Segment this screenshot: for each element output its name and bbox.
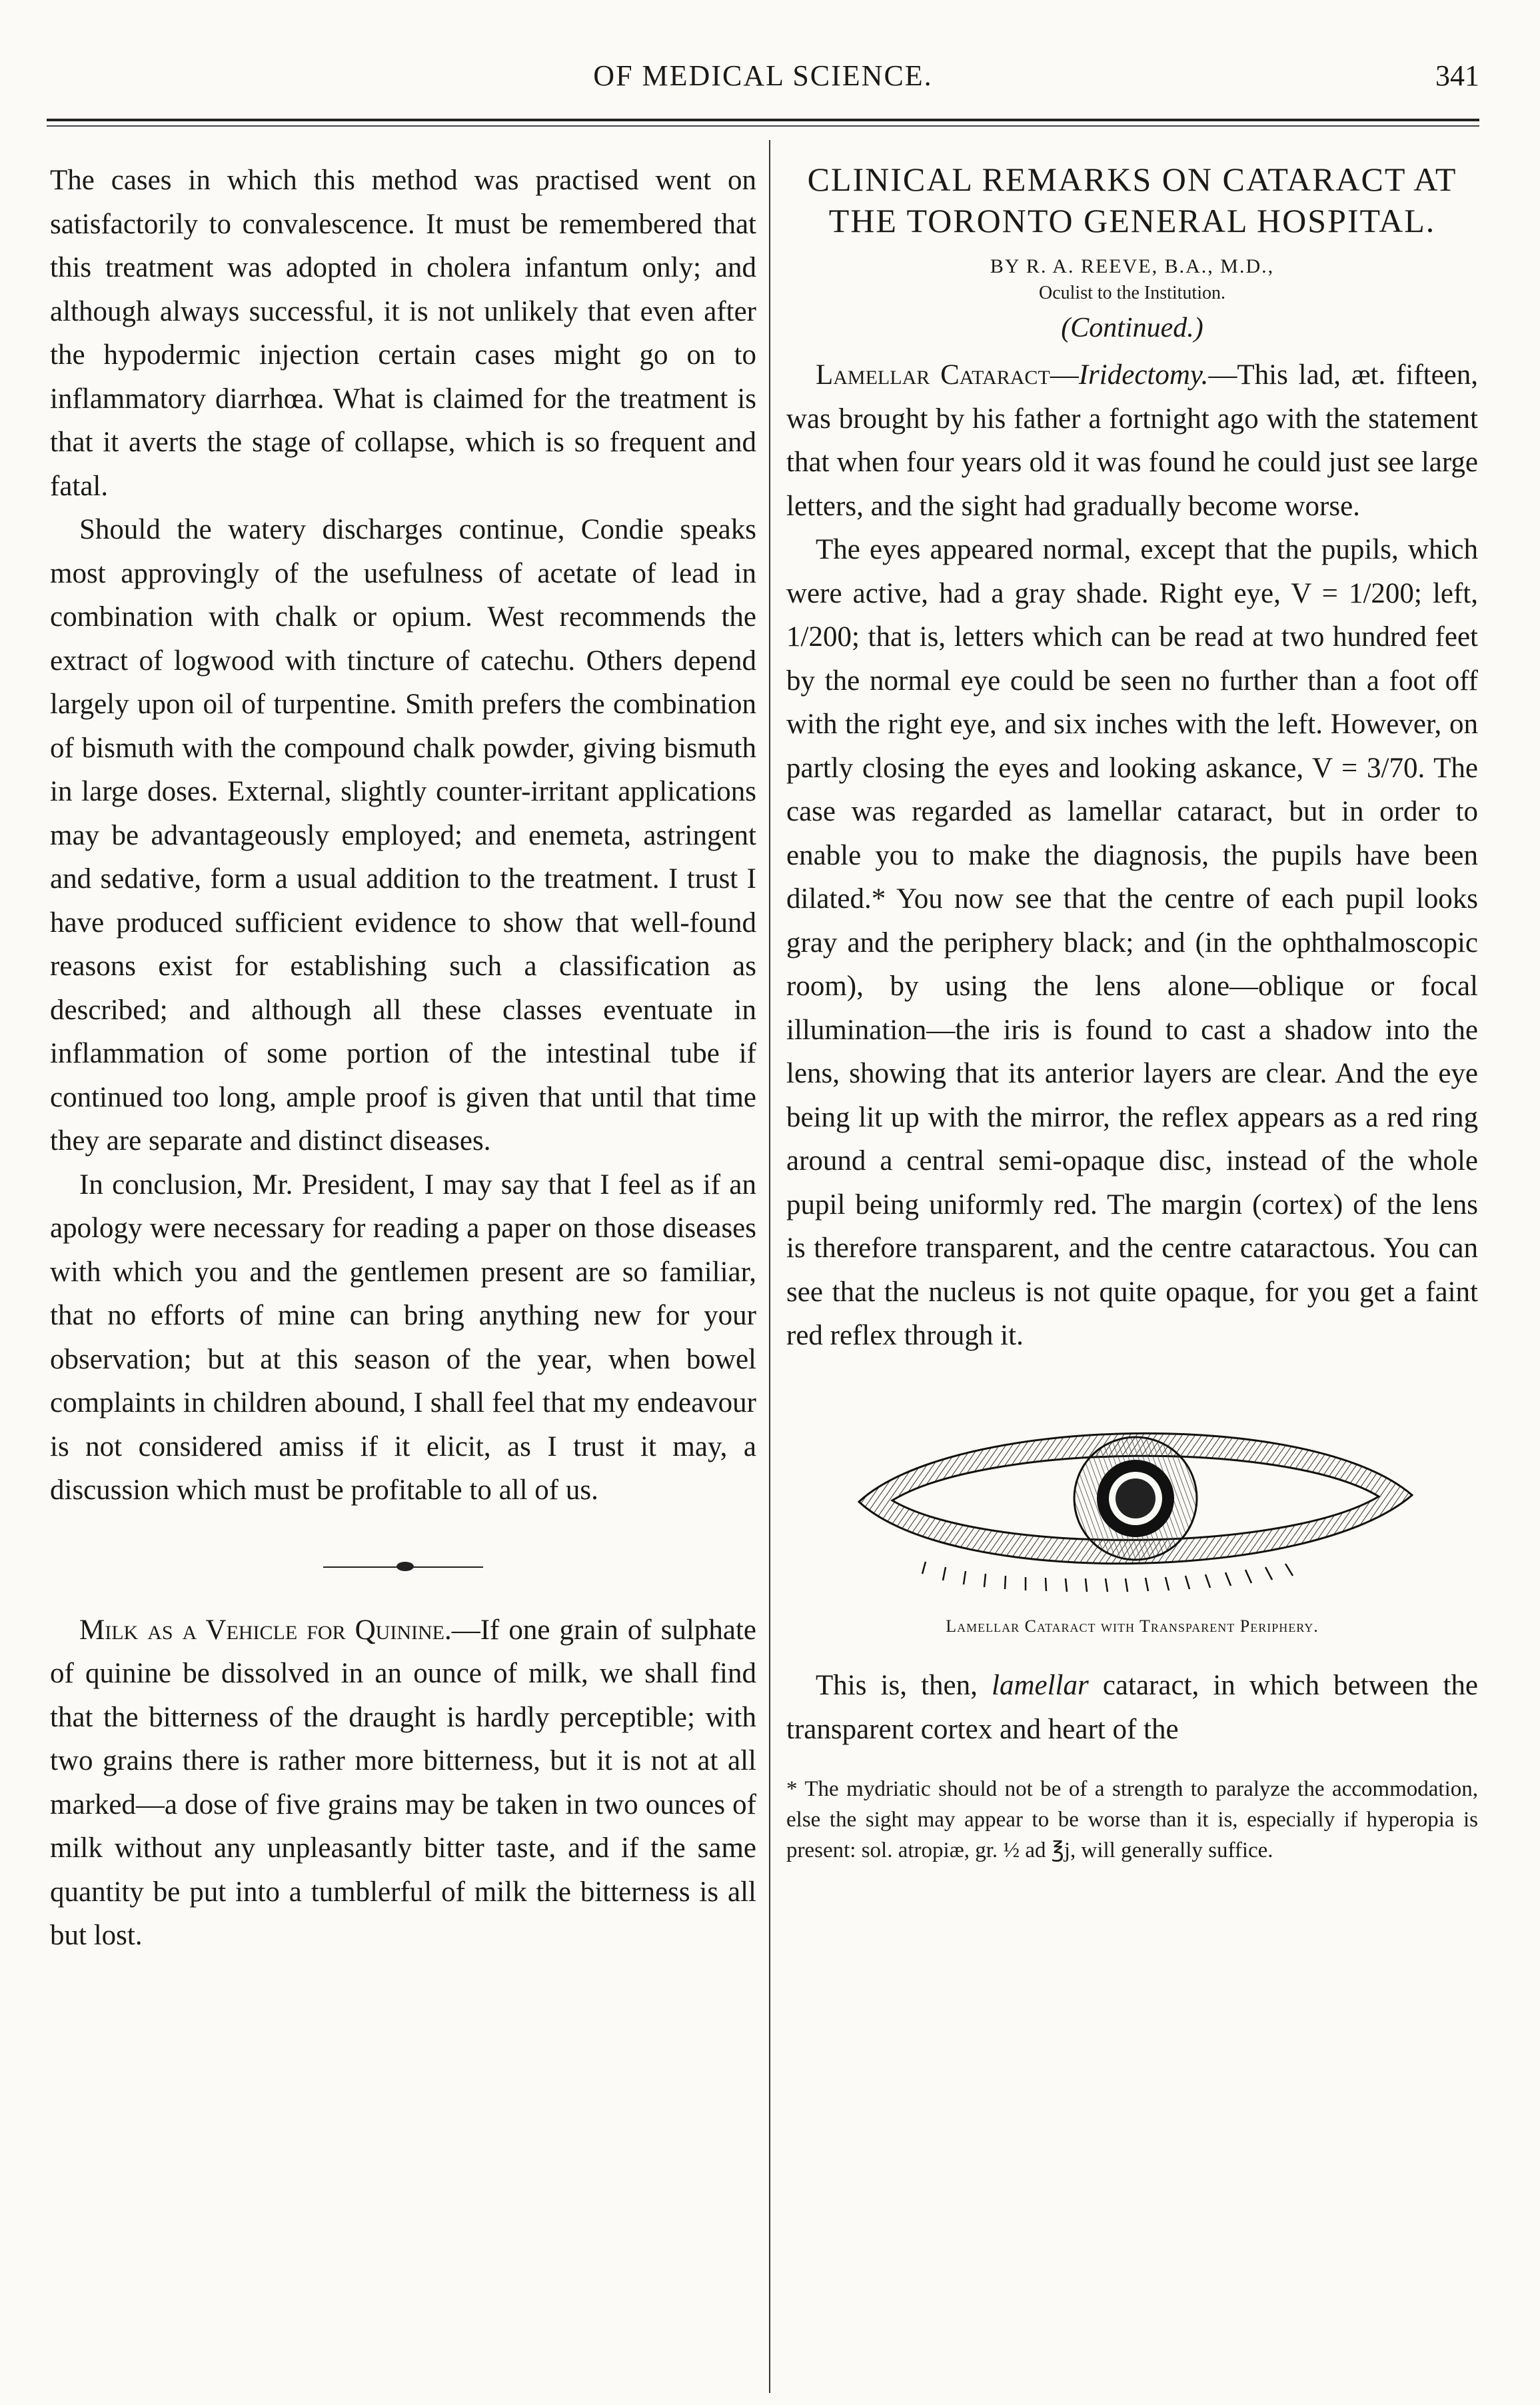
continued-label: (Continued.)	[1061, 313, 1203, 343]
paragraph-watery-discharges: Should the watery discharges continue, Condie speaks most approvingly of the usefulness of acetate of lead in combination with chalk or opium. West recommends the extract of logwood with tincture of catechu. Others depend largely upon oil of turpentine. Smith prefers the combination of bismuth with the compound chalk powder, giving bismuth in large doses. External, slightly counter-irritant applications may be advantageously employed; and enemeta, astringent and sedative, form a usual addition to the treatment. I trust I have produced sufficient evidence to show that well-found reasons exist for establishing such a classification as described; and although all these classes eventuate in inflammation of some portion of the intestinal tube if continued too long, ample proof is given that until that time they are separate and distinct diseases.	[50, 514, 756, 1157]
article-byline: BY R. A. REEVE, B.A., M.D.,	[990, 255, 1275, 277]
eyelashes	[922, 1562, 1293, 1592]
cataract-nucleus	[1116, 1478, 1155, 1518]
paragraph-cases: The cases in which this method was practised went on satisfactorily to convalescence. It must be remembered that this treatment was adopted in cholera infantum only; and although always successful, it is not unlikely that even after the hypodermic injection certain cases might go on to inflammatory diarrhœa. What is claimed for the treatment is that it averts the stage of collapse, which is so frequent and fatal.	[50, 165, 756, 502]
left-column	[50, 159, 756, 1958]
paragraph-milk-quinine	[50, 1608, 756, 1958]
footnote: * The mydriatic should not be of a strength to paralyze the accommodation, else the sight may appear to be worse than it is, especially if hyperopia is present: sol. atropiæ, gr. ½ ad ℥j, will generally suffice.	[786, 1777, 1478, 1862]
header-rule-thick	[47, 119, 1479, 121]
column-divider	[769, 140, 770, 2393]
paragraph-lamellar-definition: This is, then, lamellar cataract, in which between the transparent cortex and heart of the	[786, 1670, 1478, 1745]
lamellar-emphasis: lamellar	[992, 1670, 1089, 1701]
author-role: Oculist to the Institution.	[1039, 283, 1225, 303]
milk-heading: Milk as a Vehicle for Quinine.	[79, 1614, 452, 1646]
fraction-right-eye: 1/200	[1348, 577, 1414, 609]
paragraph-eyes: The eyes appeared normal, except that the pupils, which were active, had a gray shade. Right eye, V = 1/200; left, 1/200; that is, letters which can be read at two hundred feet by the normal eye could be seen no further than a foot off with the right eye, and six inches with the left. However, on partly closing the eyes and looking askance, V = 3/70. The case was regarded as lamellar cataract, but in order to enable you to make the diagnosis, the pupils have been dilated.* You now see that the centre of each pupil looks gray and the periphery black; and (in the ophthalmoscopic room), by using the lens alone—oblique or focal illumination—the iris is found to cast a shadow into the lens, showing that its anterior layers are clear. And the eye being lit up with the mirror, the reflex appears as a red ring around a central semi-opaque disc, instead of the whole pupil being uniformly red. The margin (cortex) of the lens is therefore transparent, and the centre cataractous. You can see that the nucleus is not quite opaque, for you get a faint red reflex through it.	[786, 534, 1479, 1351]
fraction-askance: 3/70	[1367, 752, 1418, 784]
lamellar-heading: Lamellar Cataract	[816, 359, 1050, 391]
lamellar-text: —This lad, æt. fifteen, was brought by his father a fortnight ago with the statement that when four years old it was found he could just see large letters, and the sight had gradually become worse.	[786, 359, 1479, 522]
iridectomy-term: Iridectomy.	[1078, 359, 1209, 391]
header-rule-thin	[47, 125, 1479, 127]
paragraph-lamellar: Lamellar Cataract—Iridectomy.—This lad, æt. fifteen, was brought by his father a fortnight ago with the statement that when four years old it was found he could just see large letters, and the sight had gradually become worse.	[786, 359, 1479, 522]
figure-caption: Lamellar Cataract with Transparent Periphery.	[946, 1616, 1319, 1636]
paragraph-conclusion: In conclusion, Mr. President, I may say that I feel as if an apology were necessary for reading a paper on those diseases with which you and the gentlemen present are so familiar, that no efforts of mine can bring anything new for your observation; but at this season of the year, when bowel complaints in children abound, I shall feel that my endeavour is not considered amiss if it elicit, as I trust it may, a discussion which must be profitable to all of us.	[50, 1169, 756, 1506]
right-column	[786, 159, 1478, 1866]
article-title: CLINICAL REMARKS ON CATARACT AT THE TORONTO GENERAL HOSPITAL.	[807, 161, 1457, 239]
fraction-left-eye: 1/200	[786, 621, 852, 653]
eye-illustration	[832, 1395, 1432, 1595]
milk-text: —If one grain of sulphate of quinine be dissolved in an ounce of milk, we shall find that the bitterness of the draught is hardly perceptible; with two grains there is rather more bitterness, but it is not at all marked—a dose of five grains may be taken in two ounces of milk without any unpleasantly bitter taste, and if the same quantity be put into a tumblerful of milk the bitterness is all but lost.	[50, 1614, 756, 1951]
running-header	[47, 59, 1479, 119]
page-number: 341	[1435, 59, 1479, 92]
running-title: OF MEDICAL SCIENCE.	[593, 59, 933, 92]
section-ornament	[323, 1559, 483, 1575]
